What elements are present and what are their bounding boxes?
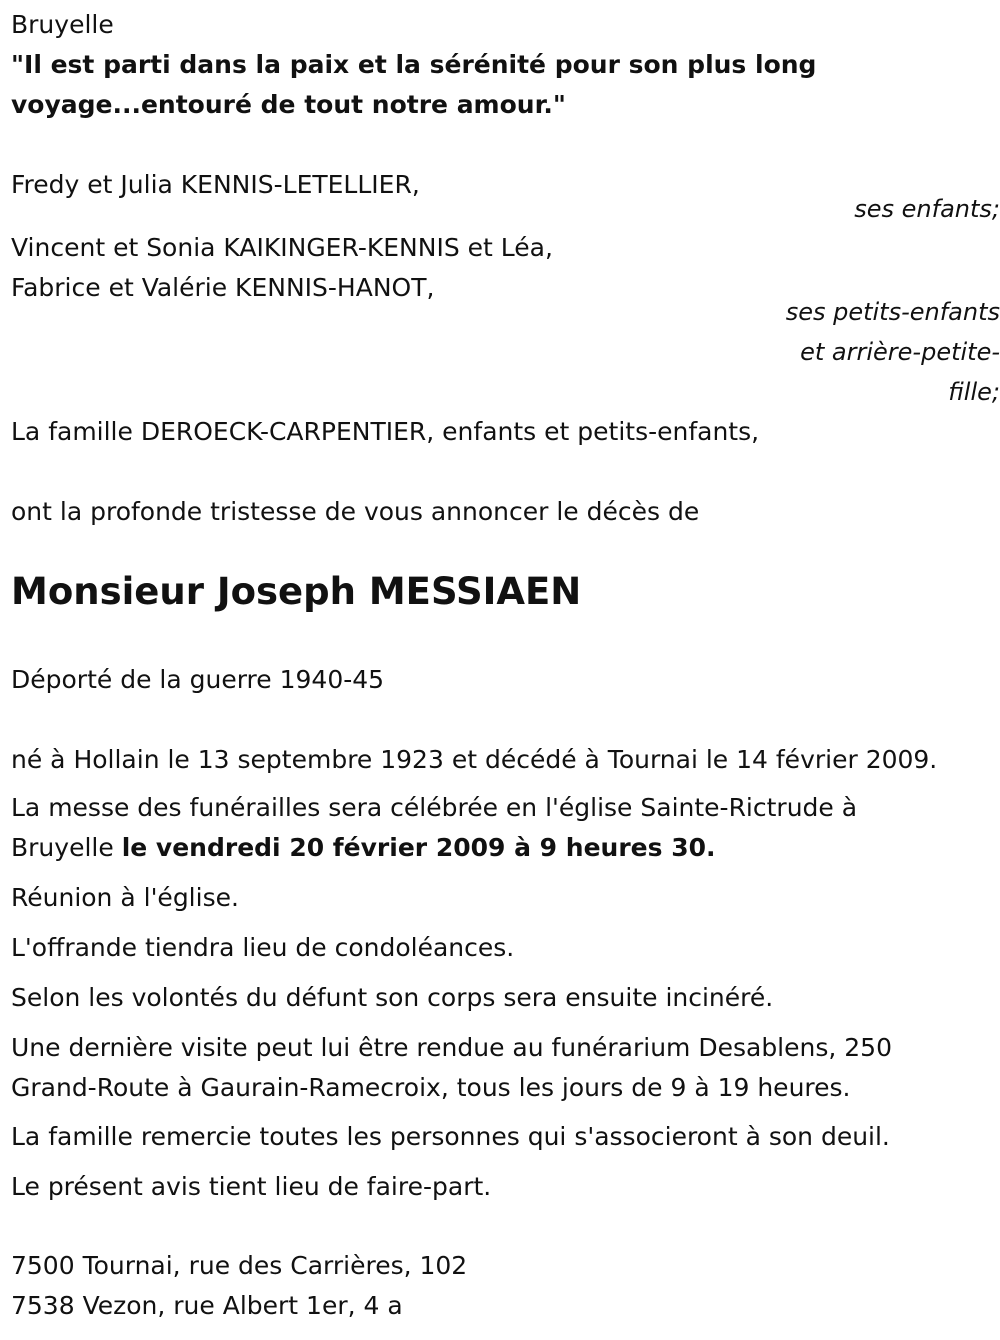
address-line-1: 7500 Tournai, rue des Carrières, 102 — [11, 1251, 468, 1280]
grandchildren-line-2: Fabrice et Valérie KENNIS-HANOT, — [11, 273, 435, 302]
mass-line-1: La messe des funérailles sera célébrée en l'église Sainte-Rictrude à — [11, 793, 858, 822]
notice-line: Le présent avis tient lieu de faire-part. — [11, 1172, 492, 1201]
cremation-line: Selon les volontés du défunt son corps sera ensuite incinéré. — [11, 983, 774, 1012]
children-role: ses enfants; — [854, 195, 1000, 223]
quote-line-2: voyage...entouré de tout notre amour." — [11, 90, 566, 119]
grandchildren-line-1: Vincent et Sonia KAIKINGER-KENNIS et Léa, — [11, 233, 553, 262]
mass-place: Bruyelle — [11, 833, 114, 862]
birth-death-dates: né à Hollain le 13 septembre 1923 et décédé à Tournai le 14 février 2009. — [11, 745, 938, 774]
grandchildren-role-1: ses petits-enfants — [785, 298, 1000, 326]
deceased-name: Monsieur Joseph MESSIAEN — [11, 570, 582, 613]
meeting-line: Réunion à l'église. — [11, 883, 239, 912]
visit-line-2: Grand-Route à Gaurain-Ramecroix, tous les jours de 9 à 19 heures. — [11, 1073, 851, 1102]
children-line: Fredy et Julia KENNIS-LETELLIER, — [11, 170, 420, 199]
place-heading: Bruyelle — [11, 10, 114, 39]
grandchildren-role-3: fille; — [948, 378, 1000, 406]
other-family-line: La famille DEROECK-CARPENTIER, enfants et petits-enfants, — [11, 417, 760, 446]
grandchildren-role-2: et arrière-petite- — [800, 338, 1000, 366]
thanks-line: La famille remercie toutes les personnes qui s'associeront à son deuil. — [11, 1122, 890, 1151]
deceased-title: Déporté de la guerre 1940-45 — [11, 665, 385, 694]
address-line-2: 7538 Vezon, rue Albert 1er, 4 a — [11, 1291, 403, 1320]
offering-line: L'offrande tiendra lieu de condoléances. — [11, 933, 515, 962]
mass-line-2 — [11, 828, 716, 868]
quote-line-1: "Il est parti dans la paix et la sérénité pour son plus long — [11, 50, 817, 79]
mass-date-time: le vendredi 20 février 2009 à 9 heures 30. — [121, 833, 716, 862]
announcement-line: ont la profonde tristesse de vous annoncer le décès de — [11, 497, 700, 526]
visit-line-1: Une dernière visite peut lui être rendue au funérarium Desablens, 250 — [11, 1033, 892, 1062]
